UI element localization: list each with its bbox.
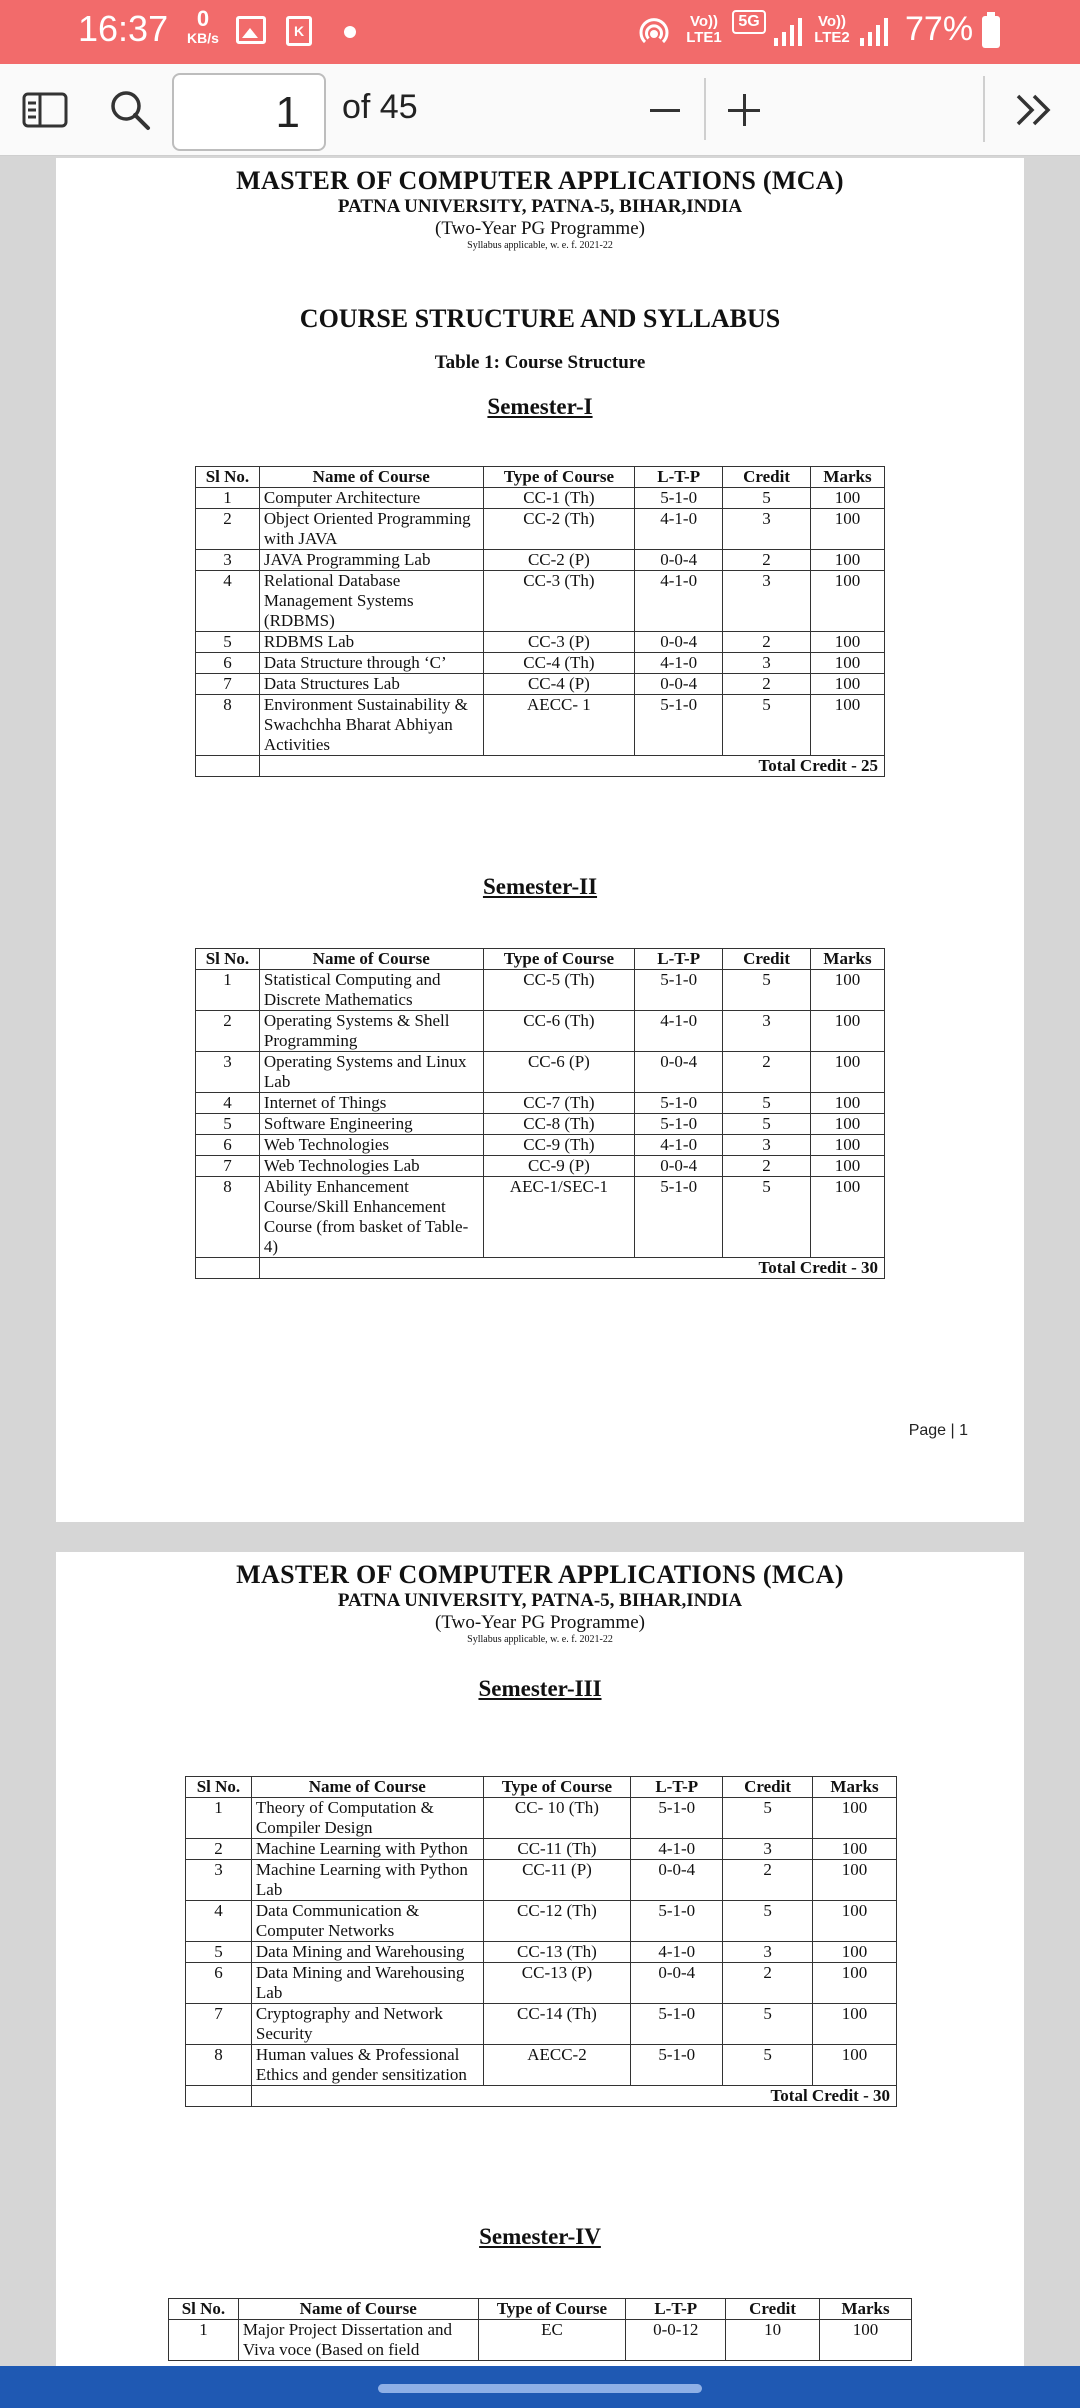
column-header: L-T-P <box>635 949 723 970</box>
cell-credit: 2 <box>723 1963 813 2004</box>
cell-type: CC-2 (Th) <box>483 509 635 550</box>
cell-credit: 5 <box>723 2004 813 2045</box>
column-header: Marks <box>820 2299 912 2320</box>
cell-ltp: 5-1-0 <box>635 1093 723 1114</box>
cell-credit: 5 <box>723 1177 811 1258</box>
cell-credit: 5 <box>723 970 811 1011</box>
cell-credit: 2 <box>723 1052 811 1093</box>
cell-type: AEC-1/SEC-1 <box>483 1177 635 1258</box>
semester-3-heading: Semester-III <box>478 1676 602 1701</box>
cell-sl: 6 <box>186 1963 252 2004</box>
cell-sl: 4 <box>196 1093 260 1114</box>
cell-sl: 5 <box>186 1942 252 1963</box>
table-row <box>186 2004 897 2045</box>
total-empty-cell <box>196 1258 260 1279</box>
doc-applicable: Syllabus applicable, w. e. f. 2021-22 <box>467 240 613 251</box>
cell-marks: 100 <box>811 1114 885 1135</box>
doc-university-2: PATNA UNIVERSITY, PATNA-5, BIHAR,INDIA <box>337 1590 743 1611</box>
total-credit: Total Credit - 25 <box>259 756 884 777</box>
signal-sim1-icon <box>772 16 804 48</box>
home-gesture-handle[interactable] <box>378 2384 702 2393</box>
total-empty-cell <box>196 756 260 777</box>
cell-ltp: 4-1-0 <box>631 1942 723 1963</box>
column-header: L-T-P <box>635 467 723 488</box>
volte2-indicator: Vo)) LTE2 <box>814 13 850 46</box>
cell-sl: 2 <box>196 1011 260 1052</box>
cell-credit: 3 <box>723 1011 811 1052</box>
cell-sl: 1 <box>196 488 260 509</box>
cell-ltp: 0-0-4 <box>635 1156 723 1177</box>
cell-sl: 8 <box>196 1177 260 1258</box>
battery-percent: 77% <box>905 10 974 48</box>
cell-credit: 10 <box>726 2320 820 2361</box>
system-nav-bar <box>0 2366 1080 2408</box>
cell-credit: 2 <box>723 1860 813 1901</box>
column-header: Sl No. <box>196 949 260 970</box>
doc-programme: (Two-Year PG Programme) <box>435 218 645 239</box>
volte1-indicator: Vo)) LTE1 <box>686 13 722 46</box>
cell-name: Relational Database Management Systems (RDBMS) <box>259 571 483 632</box>
semester-4-heading: Semester-IV <box>479 2224 601 2249</box>
cell-marks: 100 <box>813 2045 897 2086</box>
semester-2-heading: Semester-II <box>482 874 598 899</box>
total-empty-cell <box>186 2086 252 2107</box>
cell-name: Data Structure through ‘C’ <box>259 653 483 674</box>
zoom-in-button-vertical[interactable] <box>743 94 746 126</box>
table-row <box>186 1963 897 2004</box>
cell-type: CC-6 (Th) <box>483 1011 635 1052</box>
hotspot-icon <box>636 14 672 50</box>
column-header: Sl No. <box>169 2299 239 2320</box>
semester-1-heading: Semester-I <box>487 394 593 419</box>
k-app-notification-icon: K <box>286 16 312 46</box>
table-row <box>196 1135 885 1156</box>
cell-credit: 2 <box>723 550 811 571</box>
total-credit-row <box>196 756 885 777</box>
cell-name: Software Engineering <box>259 1114 483 1135</box>
cell-ltp: 0-0-4 <box>631 1860 723 1901</box>
pdf-page-1 <box>56 158 1024 1522</box>
cell-name: Ability Enhancement Course/Skill Enhancement Course (from basket of Table-4) <box>259 1177 483 1258</box>
table-row <box>196 970 885 1011</box>
column-header: Type of Course <box>478 2299 626 2320</box>
cell-sl: 6 <box>196 653 260 674</box>
toolbar-divider <box>704 78 706 140</box>
cell-marks: 100 <box>813 1942 897 1963</box>
table-row <box>196 674 885 695</box>
cell-marks: 100 <box>811 1156 885 1177</box>
table-row <box>196 1052 885 1093</box>
cell-credit: 3 <box>723 509 811 550</box>
5g-icon: 5G <box>732 10 766 34</box>
cell-sl: 2 <box>186 1839 252 1860</box>
cell-credit: 2 <box>723 674 811 695</box>
table-row <box>186 1942 897 1963</box>
zoom-out-button[interactable] <box>650 109 680 112</box>
cell-name: Internet of Things <box>259 1093 483 1114</box>
cell-type: CC-3 (Th) <box>483 571 635 632</box>
page-number-input[interactable]: 1 <box>172 73 326 151</box>
cell-marks: 100 <box>811 695 885 756</box>
page-total: of 45 <box>342 88 418 126</box>
cell-name: Object Oriented Programming with JAVA <box>259 509 483 550</box>
cell-sl: 3 <box>186 1860 252 1901</box>
cell-sl: 5 <box>196 1114 260 1135</box>
cell-sl: 2 <box>196 509 260 550</box>
column-header: L-T-P <box>631 1777 723 1798</box>
cell-marks: 100 <box>811 1011 885 1052</box>
cell-ltp: 4-1-0 <box>631 1839 723 1860</box>
table-row <box>186 1860 897 1901</box>
cell-type: CC-13 (P) <box>483 1963 631 2004</box>
table-row <box>196 1093 885 1114</box>
column-header: Type of Course <box>483 949 635 970</box>
cell-marks: 100 <box>813 1963 897 2004</box>
cell-ltp: 5-1-0 <box>631 1901 723 1942</box>
cell-ltp: 5-1-0 <box>635 1114 723 1135</box>
cell-sl: 3 <box>196 1052 260 1093</box>
column-header: Sl No. <box>196 467 260 488</box>
column-header: Marks <box>813 1777 897 1798</box>
cell-name: Operating Systems and Linux Lab <box>259 1052 483 1093</box>
cell-credit: 5 <box>723 695 811 756</box>
column-header: Credit <box>723 467 811 488</box>
cell-marks: 100 <box>811 674 885 695</box>
cell-sl: 7 <box>186 2004 252 2045</box>
table-row <box>196 653 885 674</box>
column-header: Type of Course <box>483 467 635 488</box>
battery-icon <box>982 16 1000 48</box>
cell-marks: 100 <box>811 550 885 571</box>
cell-name: Computer Architecture <box>259 488 483 509</box>
cell-name: Web Technologies Lab <box>259 1156 483 1177</box>
cell-type: AECC- 1 <box>483 695 635 756</box>
column-header: Type of Course <box>483 1777 631 1798</box>
cell-ltp: 5-1-0 <box>635 695 723 756</box>
cell-sl: 1 <box>196 970 260 1011</box>
cell-name: Environment Sustainability & Swachchha Bharat Abhiyan Activities <box>259 695 483 756</box>
sidebar-toggle-icon[interactable] <box>22 92 68 128</box>
cell-ltp: 5-1-0 <box>631 1798 723 1839</box>
cell-type: CC-11 (Th) <box>483 1839 631 1860</box>
table-row <box>196 632 885 653</box>
column-header: L-T-P <box>626 2299 726 2320</box>
cell-name: JAVA Programming Lab <box>259 550 483 571</box>
column-header: Sl No. <box>186 1777 252 1798</box>
cell-marks: 100 <box>811 1093 885 1114</box>
cell-sl: 8 <box>196 695 260 756</box>
cell-type: CC-2 (P) <box>483 550 635 571</box>
table-row <box>196 1011 885 1052</box>
column-header: Credit <box>726 2299 820 2320</box>
cell-type: EC <box>478 2320 626 2361</box>
cell-type: CC-4 (P) <box>483 674 635 695</box>
cell-type: CC-1 (Th) <box>483 488 635 509</box>
cell-name: Web Technologies <box>259 1135 483 1156</box>
cell-ltp: 5-1-0 <box>635 488 723 509</box>
cell-type: CC-14 (Th) <box>483 2004 631 2045</box>
column-header: Name of Course <box>251 1777 483 1798</box>
table-header-row <box>196 467 885 488</box>
cell-type: CC-6 (P) <box>483 1052 635 1093</box>
cell-sl: 7 <box>196 674 260 695</box>
cell-credit: 5 <box>723 2045 813 2086</box>
table-header-row <box>169 2299 912 2320</box>
status-time: 16:37 <box>78 8 169 49</box>
pdf-toolbar <box>0 64 1080 156</box>
total-credit-row <box>196 1258 885 1279</box>
semester-3-table <box>185 1776 897 2107</box>
signal-sim2-icon <box>858 16 890 48</box>
cell-name: Machine Learning with Python <box>251 1839 483 1860</box>
table-caption: Table 1: Course Structure <box>434 352 646 373</box>
cell-name: Data Mining and Warehousing <box>251 1942 483 1963</box>
semester-2-table <box>195 948 885 1279</box>
cell-credit: 5 <box>723 1798 813 1839</box>
pdf-page-2 <box>56 1552 1024 2372</box>
cell-type: CC-9 (P) <box>483 1156 635 1177</box>
cell-ltp: 0-0-4 <box>635 1052 723 1093</box>
cell-credit: 3 <box>723 1135 811 1156</box>
cell-type: CC-4 (Th) <box>483 653 635 674</box>
cell-ltp: 0-0-4 <box>631 1963 723 2004</box>
column-header: Marks <box>811 949 885 970</box>
table-row <box>169 2320 912 2361</box>
cell-marks: 100 <box>811 1052 885 1093</box>
cell-sl: 4 <box>196 571 260 632</box>
document-header-2 <box>56 1560 1024 1645</box>
cell-marks: 100 <box>813 2004 897 2045</box>
cell-marks: 100 <box>811 653 885 674</box>
cell-marks: 100 <box>813 1839 897 1860</box>
cell-name: RDBMS Lab <box>259 632 483 653</box>
cell-credit: 3 <box>723 653 811 674</box>
column-header: Name of Course <box>259 467 483 488</box>
cell-credit: 5 <box>723 1093 811 1114</box>
table-row <box>196 571 885 632</box>
cell-sl: 1 <box>186 1798 252 1839</box>
cell-name: Cryptography and Network Security <box>251 2004 483 2045</box>
status-bar <box>0 0 1080 64</box>
cell-type: CC-12 (Th) <box>483 1901 631 1942</box>
total-credit: Total Credit - 30 <box>251 2086 896 2107</box>
cell-marks: 100 <box>813 1860 897 1901</box>
table-row <box>196 1156 885 1177</box>
cell-sl: 3 <box>196 550 260 571</box>
cell-sl: 7 <box>196 1156 260 1177</box>
cell-sl: 8 <box>186 2045 252 2086</box>
gallery-notification-icon <box>236 16 266 44</box>
cell-marks: 100 <box>813 1901 897 1942</box>
cell-name: Theory of Computation & Compiler Design <box>251 1798 483 1839</box>
cell-name: Data Mining and Warehousing Lab <box>251 1963 483 2004</box>
document-header <box>56 166 1024 251</box>
cell-credit: 3 <box>723 1839 813 1860</box>
cell-sl: 6 <box>196 1135 260 1156</box>
cell-type: CC-5 (Th) <box>483 970 635 1011</box>
cell-marks: 100 <box>811 632 885 653</box>
cell-type: CC-13 (Th) <box>483 1942 631 1963</box>
cell-type: CC-9 (Th) <box>483 1135 635 1156</box>
cell-name: Machine Learning with Python Lab <box>251 1860 483 1901</box>
cell-type: CC-7 (Th) <box>483 1093 635 1114</box>
column-header: Name of Course <box>238 2299 478 2320</box>
table-row <box>196 550 885 571</box>
cell-credit: 2 <box>723 632 811 653</box>
cell-ltp: 4-1-0 <box>635 571 723 632</box>
cell-ltp: 0-0-4 <box>635 632 723 653</box>
semester-1-table <box>195 466 885 777</box>
total-credit: Total Credit - 30 <box>259 1258 884 1279</box>
cell-type: CC-8 (Th) <box>483 1114 635 1135</box>
search-icon[interactable] <box>108 88 152 132</box>
total-credit-row <box>186 2086 897 2107</box>
cell-marks: 100 <box>820 2320 912 2361</box>
double-chevron-right-icon[interactable] <box>1014 92 1054 128</box>
cell-credit: 5 <box>723 1114 811 1135</box>
cell-type: CC-11 (P) <box>483 1860 631 1901</box>
table-row <box>186 1798 897 1839</box>
semester-4-table <box>168 2298 912 2361</box>
table-row <box>196 695 885 756</box>
column-header: Marks <box>811 467 885 488</box>
net-speed: 0 KB/s <box>187 6 219 46</box>
cell-ltp: 5-1-0 <box>631 2045 723 2086</box>
cell-ltp: 4-1-0 <box>635 1135 723 1156</box>
table-row <box>196 1177 885 1258</box>
course-structure-title: COURSE STRUCTURE AND SYLLABUS <box>299 304 781 333</box>
cell-ltp: 5-1-0 <box>635 1177 723 1258</box>
doc-applicable-2: Syllabus applicable, w. e. f. 2021-22 <box>467 1634 613 1645</box>
cell-name: Data Communication & Computer Networks <box>251 1901 483 1942</box>
table-header-row <box>196 949 885 970</box>
cell-marks: 100 <box>811 1177 885 1258</box>
column-header: Name of Course <box>259 949 483 970</box>
page-footer: Page | 1 <box>908 1422 968 1439</box>
cell-type: CC-3 (P) <box>483 632 635 653</box>
cell-credit: 3 <box>723 1942 813 1963</box>
cell-marks: 100 <box>811 1135 885 1156</box>
cell-sl: 4 <box>186 1901 252 1942</box>
table-row <box>186 1901 897 1942</box>
cell-ltp: 5-1-0 <box>635 970 723 1011</box>
cell-sl: 5 <box>196 632 260 653</box>
cell-marks: 100 <box>811 509 885 550</box>
cell-type: CC- 10 (Th) <box>483 1798 631 1839</box>
cell-marks: 100 <box>811 488 885 509</box>
cell-marks: 100 <box>811 571 885 632</box>
more-notifications-dot-icon <box>344 26 356 38</box>
cell-name: Data Structures Lab <box>259 674 483 695</box>
doc-programme-2: (Two-Year PG Programme) <box>435 1612 645 1633</box>
table-row <box>186 1839 897 1860</box>
cell-ltp: 0-0-4 <box>635 674 723 695</box>
column-header: Credit <box>723 949 811 970</box>
doc-title-2: MASTER OF COMPUTER APPLICATIONS (MCA) <box>236 1560 844 1589</box>
table-row <box>196 509 885 550</box>
table-header-row <box>186 1777 897 1798</box>
cell-name: Human values & Professional Ethics and gender sensitization <box>251 2045 483 2086</box>
cell-marks: 100 <box>811 970 885 1011</box>
cell-ltp: 4-1-0 <box>635 509 723 550</box>
cell-name: Statistical Computing and Discrete Mathematics <box>259 970 483 1011</box>
doc-university: PATNA UNIVERSITY, PATNA-5, BIHAR,INDIA <box>337 196 743 217</box>
column-header: Credit <box>723 1777 813 1798</box>
cell-marks: 100 <box>813 1798 897 1839</box>
cell-ltp: 4-1-0 <box>635 1011 723 1052</box>
cell-ltp: 0-0-12 <box>626 2320 726 2361</box>
cell-name: Major Project Dissertation and Viva voce (Based on field <box>238 2320 478 2361</box>
table-row <box>186 2045 897 2086</box>
cell-ltp: 4-1-0 <box>635 653 723 674</box>
doc-title: MASTER OF COMPUTER APPLICATIONS (MCA) <box>236 166 844 195</box>
cell-credit: 5 <box>723 488 811 509</box>
table-row <box>196 488 885 509</box>
cell-ltp: 5-1-0 <box>631 2004 723 2045</box>
cell-name: Operating Systems & Shell Programming <box>259 1011 483 1052</box>
table-row <box>196 1114 885 1135</box>
toolbar-divider-2 <box>983 76 985 142</box>
cell-sl: 1 <box>169 2320 239 2361</box>
cell-credit: 2 <box>723 1156 811 1177</box>
cell-credit: 5 <box>723 1901 813 1942</box>
cell-ltp: 0-0-4 <box>635 550 723 571</box>
cell-type: AECC-2 <box>483 2045 631 2086</box>
cell-credit: 3 <box>723 571 811 632</box>
